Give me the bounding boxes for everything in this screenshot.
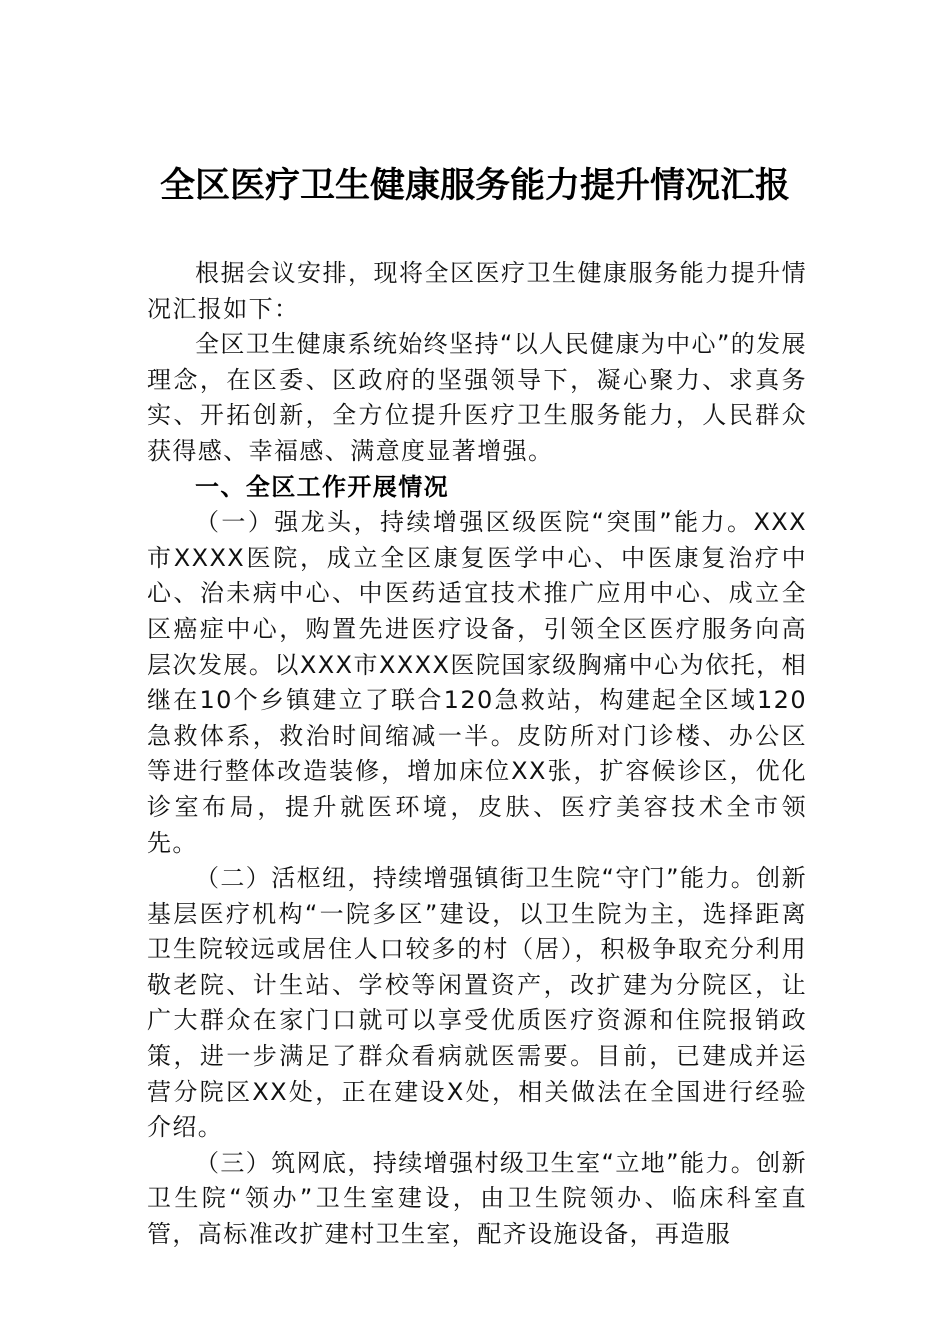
- document-body: [147, 256, 807, 1253]
- section-heading: 一、全区工作开展情况: [195, 472, 449, 501]
- document-title: 全区医疗卫生健康服务能力提升情况汇报: [159, 165, 790, 206]
- subsection-2-paragraph: （二）活枢纽，持续增强镇街卫生院“守门”能力。创新基层医疗机构“一院多区”建设，以卫生院为主，选择距离卫生院较远或居住人口较多的村（居），积极争取充分利用敬老院、计生站、学校等闲置资产，改扩建为分院区，让广大群众在家门口就可以享受优质医疗资源和住院报销政策，进一步满足了群众看病就医需要。目前，已建成并运营分院区XX处，正在建设X处，相关做法在全国进行经验介绍。: [147, 864, 807, 1142]
- overview-paragraph: 全区卫生健康系统始终坚持“以人民健康为中心”的发展理念，在区委、区政府的坚强领导下，凝心聚力、求真务实、开拓创新，全方位提升医疗卫生服务能力，人民群众获得感、幸福感、满意度显著增强。: [147, 330, 807, 465]
- subsection-3-paragraph: （三）筑网底，持续增强村级卫生室“立地”能力。创新卫生院“领办”卫生室建设，由卫生院领办、临床科室直管，高标准改扩建村卫生室，配齐设施设备，再造服: [147, 1148, 807, 1249]
- intro-paragraph: 根据会议安排，现将全区医疗卫生健康服务能力提升情况汇报如下：: [147, 259, 807, 323]
- subsection-1-paragraph: （一）强龙头，持续增强区级医院“突围”能力。XXX市XXXX医院，成立全区康复医学中心、中医康复治疗中心、治未病中心、中医药适宜技术推广应用中心、成立全区癌症中心，购置先进医疗设备，引领全区医疗服务向高层次发展。以XXX市XXXX医院国家级胸痛中心为依托，相继在10个乡镇建立了联合120急救站，构建起全区域120急救体系，救治时间缩减一半。皮防所对门诊楼、办公区等进行整体改造装修，增加床位XX张，扩容候诊区，优化诊室布局，提升就医环境，皮肤、医疗美容技术全市领先。: [147, 508, 807, 857]
